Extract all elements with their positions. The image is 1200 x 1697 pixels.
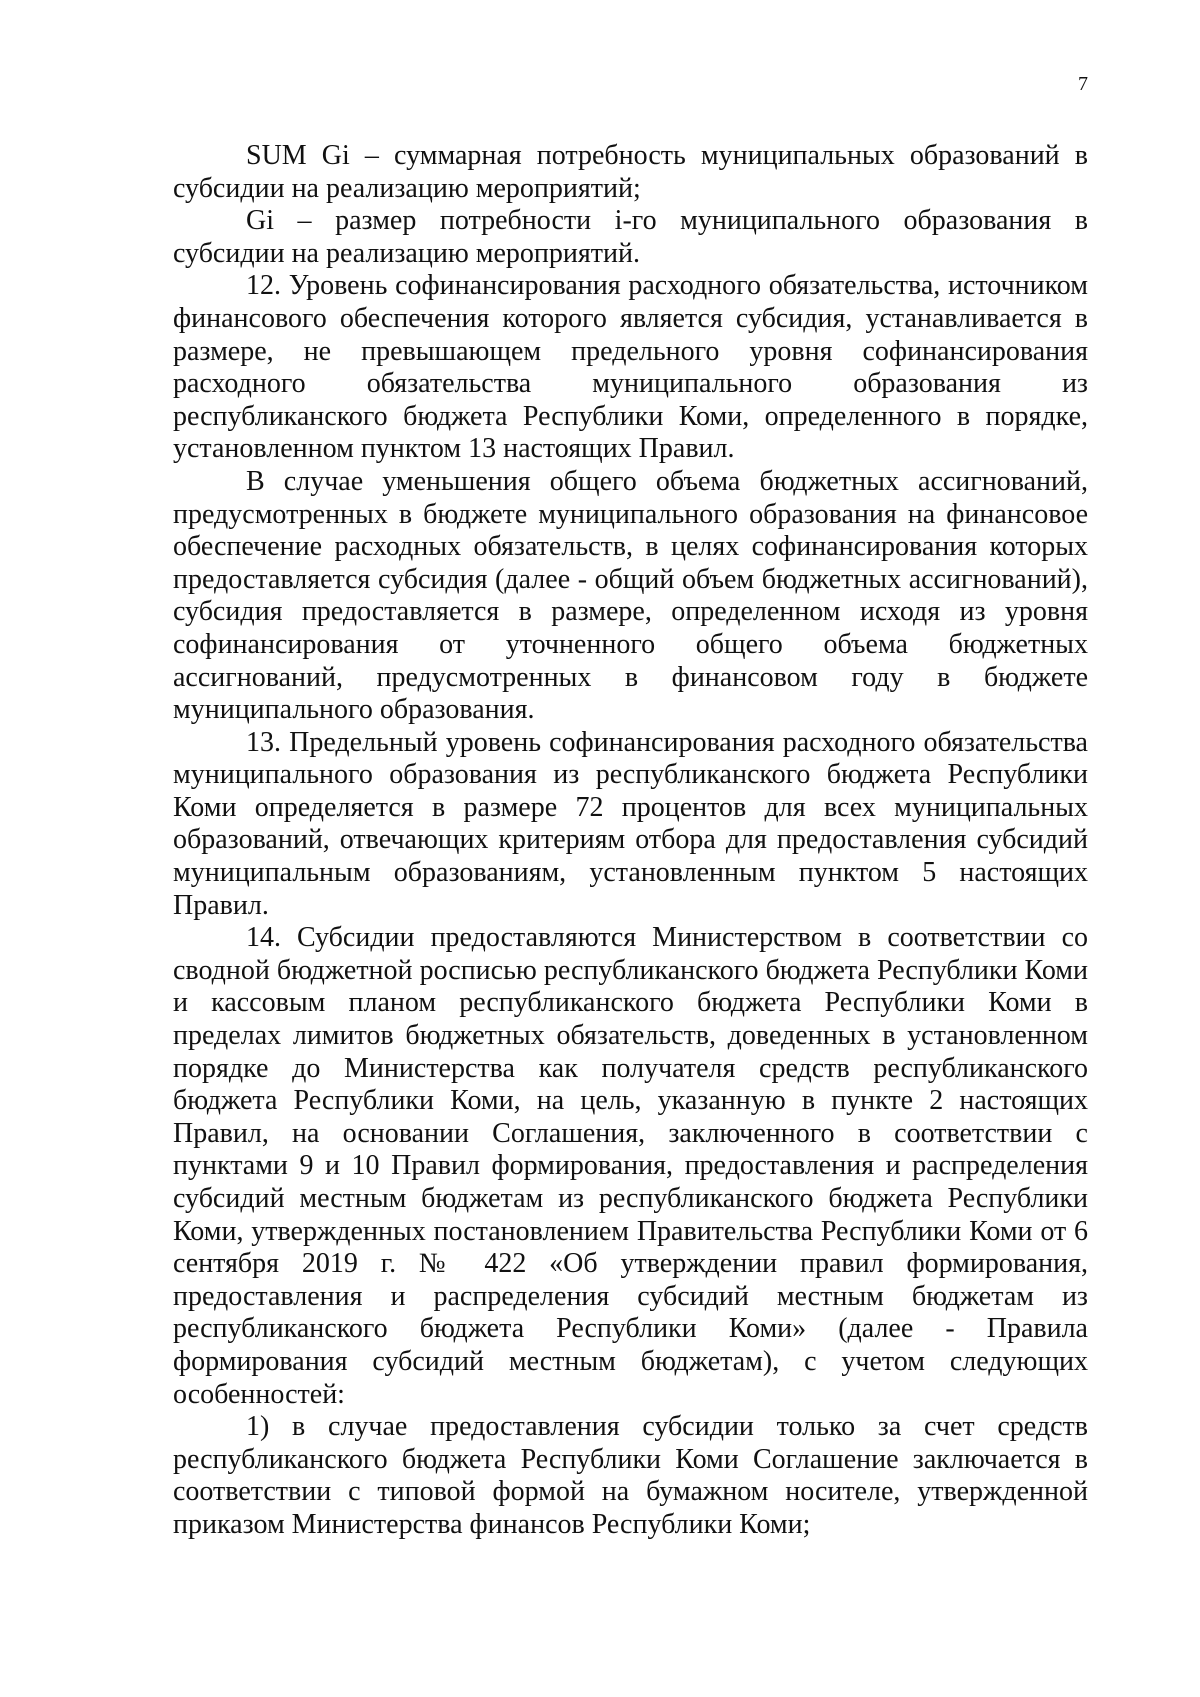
paragraph-item-12: 12. Уровень софинансирования расходного обязательства, источником финансового обеспечения которого является субсидия, устанавливается в размере, не превышающем предельного уровня софинансирования расходного обязательства муниципального образования из республиканского бюджета Республики Коми, определенного в порядке, установленном пунктом 13 настоящих Правил. [173,270,1088,465]
page-number: 7 [1078,73,1088,95]
paragraph-item-13: 13. Предельный уровень софинансирования расходного обязательства муниципального образования из республиканского бюджета Республики Коми определяется в размере 72 процентов для всех муниципальных образований, отвечающих критериям отбора для предоставления субсидий муниципальным образованиям, установленным пунктом 5 настоящих Правил. [173,726,1088,921]
paragraph-subitem-1: 1) в случае предоставления субсидии только за счет средств республиканского бюджета Республики Коми Соглашение заключается в соответствии с типовой формой на бумажном носителе, утвержденной приказом Министерства финансов Республики Коми; [173,1411,1088,1540]
paragraph-gi-definition: Gi – размер потребности i-го муниципального образования в субсидии на реализацию мероприятий. [173,205,1088,269]
document-body [173,140,1088,1542]
paragraph-budget-reduction: В случае уменьшения общего объема бюджетных ассигнований, предусмотренных в бюджете муниципального образования на финансовое обеспечение расходных обязательств, в целях софинансирования которых предоставляется субсидия (далее - общий объем бюджетных ассигнований), субсидия предоставляется в размере, определенном исходя из уровня софинансирования от уточненного общего объема бюджетных ассигнований, предусмотренных в финансовом году в бюджете муниципального образования. [173,465,1088,726]
paragraph-item-14: 14. Субсидии предоставляются Министерством в соответствии со сводной бюджетной росписью республиканского бюджета Республики Коми и кассовым планом республиканского бюджета Республики Коми в пределах лимитов бюджетных обязательств, доведенных в установленном порядке до Министерства как получателя средств республиканского бюджета Республики Коми, на цель, указанную в пункте 2 настоящих Правил, на основании Соглашения, заключенного в соответствии с пунктами 9 и 10 Правил формирования, предоставления и распределения субсидий местным бюджетам из республиканского бюджета Республики Коми, утвержденных постановлением Правительства Республики Коми от 6 сентября 2019 г. № 422 «Об утверждении правил формирования, предоставления и распределения субсидий местным бюджетам из республиканского бюджета Республики Коми» (далее - Правила формирования субсидий местным бюджетам), с учетом следующих особенностей: [173,922,1088,1410]
paragraph-sum-gi-definition: SUM Gi – суммарная потребность муниципальных образований в субсидии на реализацию мероприятий; [173,140,1088,204]
